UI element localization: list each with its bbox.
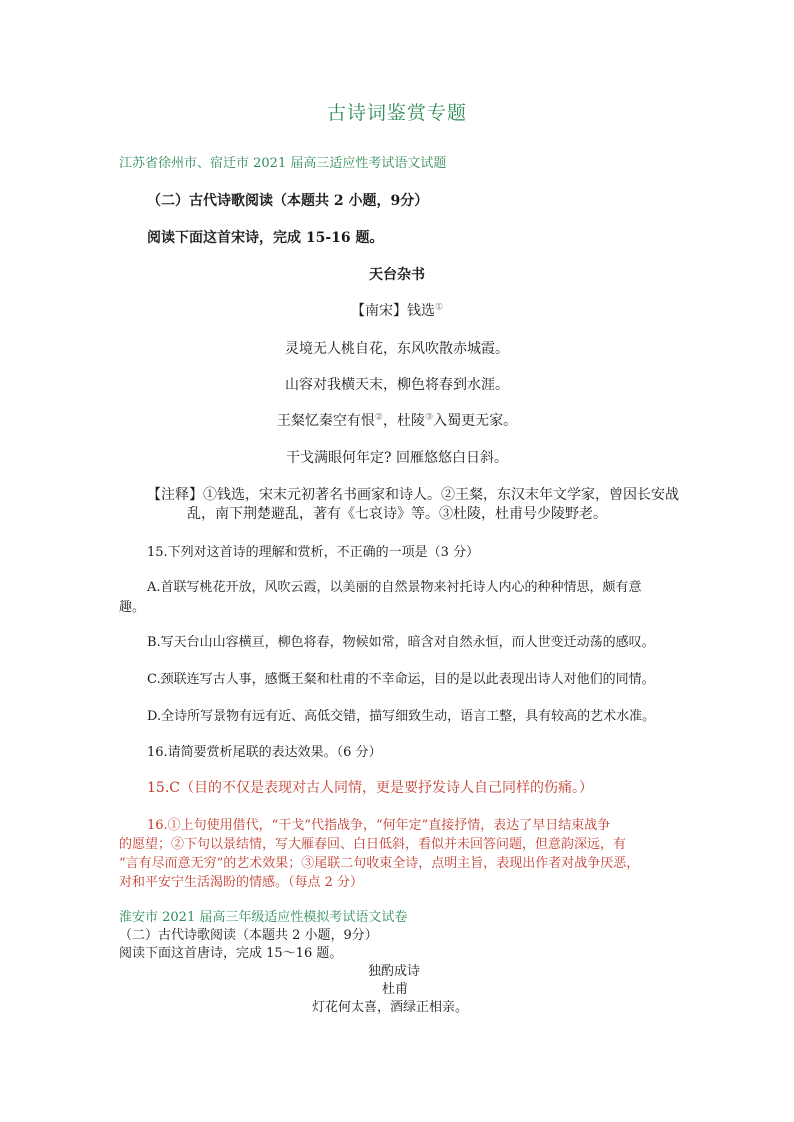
annotation-line-1: 【注释】①钱选，宋末元初著名书画家和诗人。②王粲，东汉末年文学家，曾因长安战 (147, 487, 679, 503)
reading-instruction-2: 阅读下面这首唐诗，完成 15～16 题。 (119, 946, 343, 961)
author-name: 【南宋】钱选 (350, 303, 435, 319)
footnote-mark: ① (434, 302, 444, 313)
part-heading-2: （二）古代诗歌阅读（本题共 2 小题，9分） (119, 928, 378, 943)
poem-line-1: 灵境无人桃自花，东风吹散赤城霞。 (285, 341, 509, 357)
option-c: C.颈联连写古人事，感慨王粲和杜甫的不幸命运，目的是以此表现出诗人对他们的同情。 (147, 672, 655, 687)
answer-16-line-1: 16.①上句使用借代，“干戈”代指战争，“何年定”直接抒情，表达了早日结束战争 (147, 818, 611, 833)
footnote-mark: ② (374, 412, 383, 423)
poem-line-3-part-b: ，杜陵 (383, 413, 425, 429)
poem-line-3-part-a: 王粲忆秦空有恨 (276, 413, 375, 429)
answer-16-line-4: 对和平安宁生活渴盼的情感。（每点 2 分） (119, 875, 364, 890)
part-heading: （二）古代诗歌阅读（本题共 2 小题，9分） (147, 193, 429, 209)
question-16: 16.请简要赏析尾联的表达效果。（6 分） (147, 745, 382, 760)
poem-line-3 (0, 410, 794, 430)
answer-16-line-3: “言有尽而意无穷”的艺术效果；③尾联二句收束全诗，点明主旨，表现出作者对战争厌恶， (119, 856, 640, 871)
poem-line-2: 山容对我横天末，柳色将春到水涯。 (285, 377, 509, 393)
poem-title-2: 独酌成诗 (368, 964, 421, 979)
poem-title: 天台杂书 (369, 267, 425, 283)
poem-line-4: 干戈满眼何年定? 回雁悠悠白日斜。 (286, 450, 508, 466)
answer-15: 15.C（目的不仅是表现对古人同情，更是要抒发诗人自己同样的伤痛。） (147, 780, 593, 796)
option-b: B.写天台山山容横亘，柳色将春，物候如常，暗含对自然永恒，而人世变迁动荡的感叹。 (147, 635, 655, 650)
annotation-line-2: 乱，南下荆楚避乱，著有《七哀诗》等。③杜陵，杜甫号少陵野老。 (187, 506, 607, 522)
poem-author (0, 300, 794, 320)
option-a-line-1: A.首联写桃花开放，风吹云霞，以美丽的自然景物来衬托诗人内心的种种情思，颇有意 (147, 580, 642, 595)
page-title: 古诗词鉴赏专题 (326, 102, 467, 124)
poem-line-3-part-c: 入蜀更无家。 (433, 413, 518, 429)
poem-2-line-1: 灯花何太喜，酒绿正相亲。 (312, 1000, 469, 1015)
option-d: D.全诗所写景物有远有近、高低交错，描写细致生动，语言工整，具有较高的艺术水准。 (147, 709, 656, 724)
option-a-line-2: 趣。 (119, 600, 146, 615)
question-15: 15.下列对这首诗的理解和赏析，不正确的一项是（3 分） (147, 545, 480, 560)
section-heading-huaian: 淮安市 2021 届高三年级适应性模拟考试语文试卷 (119, 910, 408, 925)
footnote-mark: ③ (425, 412, 434, 423)
answer-16-line-2: 的愿望；②下句以景结情，写大雁春回、白日低斜，看似并未回答问题，但意韵深远，有 (119, 837, 627, 852)
poem-author-2: 杜甫 (382, 982, 409, 997)
section-heading-xuzhou: 江苏省徐州市、宿迁市 2021 届高三适应性考试语文试题 (119, 156, 447, 171)
reading-instruction: 阅读下面这首宋诗，完成 15-16 题。 (147, 230, 384, 246)
